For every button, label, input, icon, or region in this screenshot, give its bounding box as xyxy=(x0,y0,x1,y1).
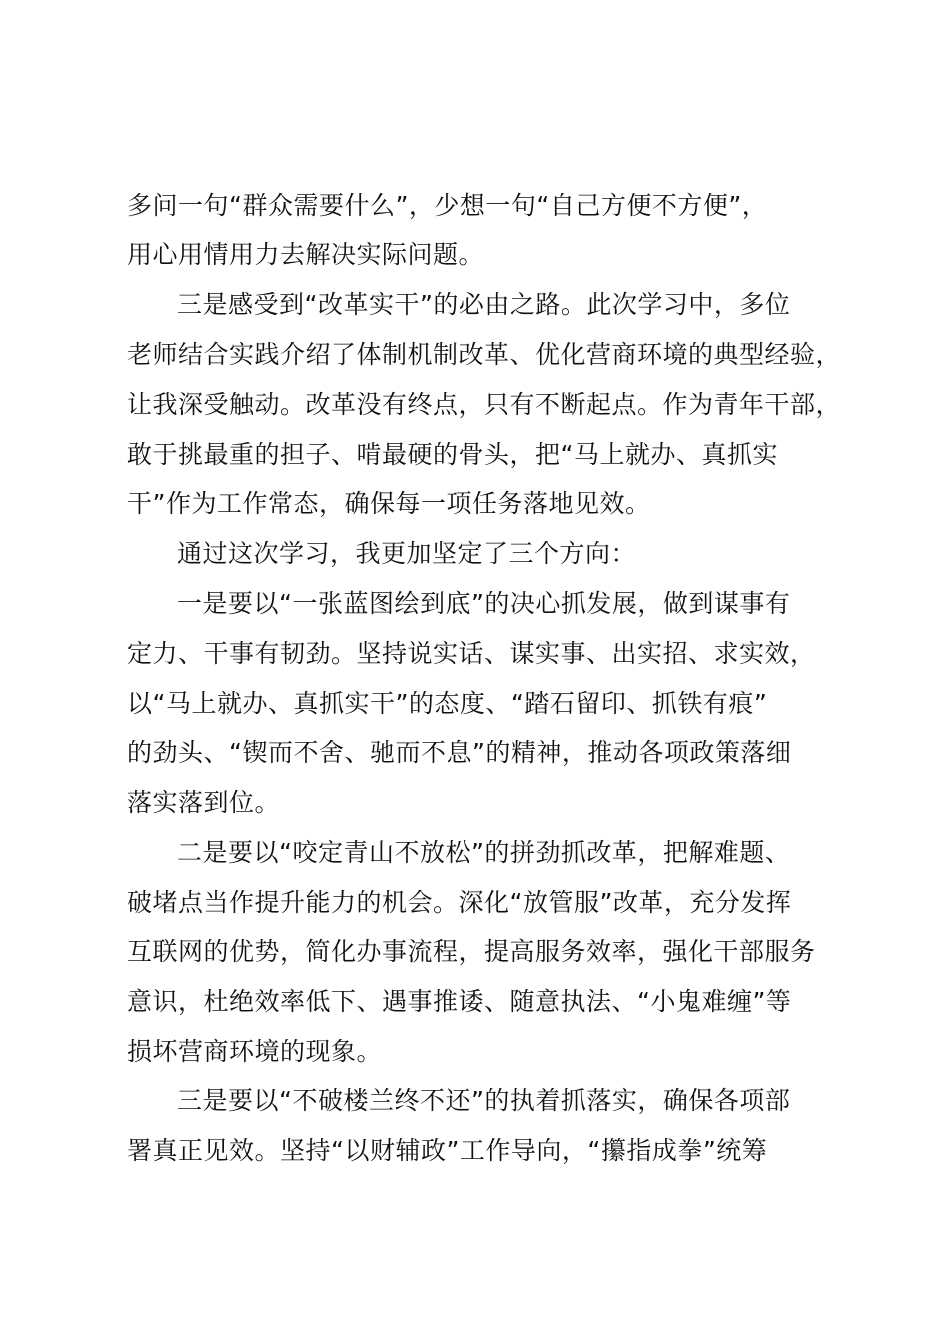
paragraph-start-line: 三是感受到“改革实干”的必由之路。此次学习中，多位 xyxy=(177,290,791,319)
paragraph-start-line: 二是要以“咬定青山不放松”的拼劲抓改革，把解难题、 xyxy=(177,838,791,867)
text-line: 多问一句“群众需要什么”，少想一句“自己方便不方便”， xyxy=(127,191,768,220)
paragraph-start-line: 一是要以“一张蓝图绘到底”的决心抓发展，做到谋事有 xyxy=(177,589,791,618)
text-line: 以“马上就办、真抓实干”的态度、“踏石留印、抓铁有痕” xyxy=(127,689,768,718)
text-line: 敢于挑最重的担子、啃最硬的骨头，把“马上就办、真抓实 xyxy=(127,440,778,469)
text-line: 损坏营商环境的现象。 xyxy=(127,1037,383,1066)
paragraph-start-line: 三是要以“不破楼兰终不还”的执着抓落实，确保各项部 xyxy=(177,1086,791,1115)
text-line: 落实落到位。 xyxy=(127,788,281,817)
text-line: 用心用情用力去解决实际问题。 xyxy=(127,240,485,269)
text-line: 定力、干事有韧劲。坚持说实话、谋实事、出实招、求实效， xyxy=(127,639,816,668)
text-line: 老师结合实践介绍了体制机制改革、优化营商环境的典型经验， xyxy=(127,340,842,369)
text-line: 的劲头、“锲而不舍、驰而不息”的精神，推动各项政策落细 xyxy=(127,738,792,767)
text-line: 互联网的优势，简化办事流程，提高服务效率，强化干部服务 xyxy=(127,937,816,966)
paragraph-start-line: 通过这次学习，我更加坚定了三个方向： xyxy=(177,539,637,568)
text-line: 意识，杜绝效率低下、遇事推诿、随意执法、“小鬼难缠”等 xyxy=(127,987,792,1016)
text-line: 署真正见效。坚持“以财辅政”工作导向，“攥指成拳”统筹 xyxy=(127,1136,768,1165)
text-line: 让我深受触动。改革没有终点，只有不断起点。作为青年干部， xyxy=(127,390,842,419)
text-line: 破堵点当作提升能力的机会。深化“放管服”改革，充分发挥 xyxy=(127,888,792,917)
text-line: 干”作为工作常态，确保每一项任务落地见效。 xyxy=(127,489,651,518)
